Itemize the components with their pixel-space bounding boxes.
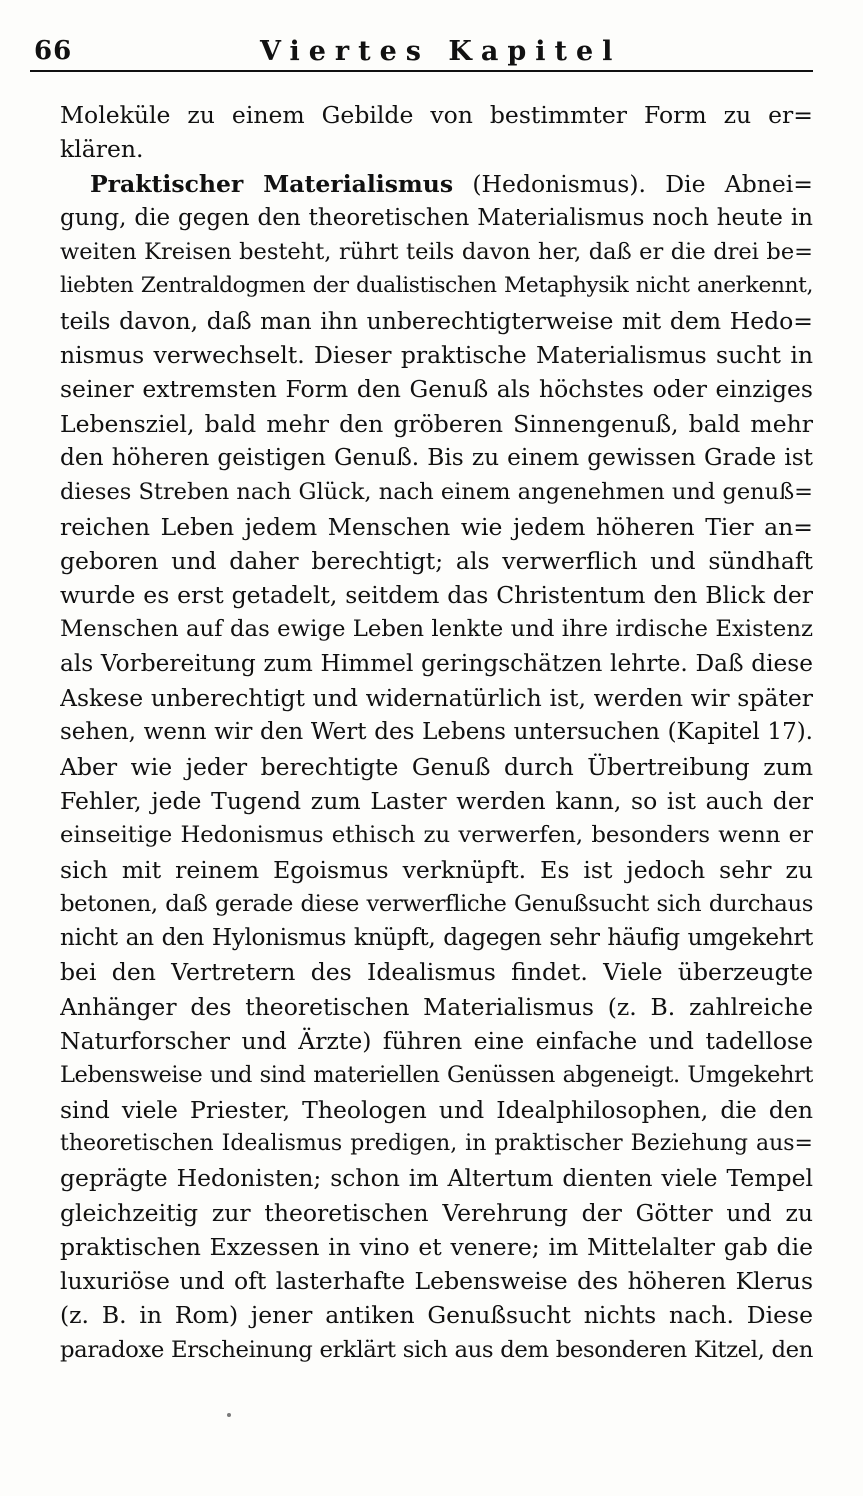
text-line: gleichzeitig zur theoretischen Verehrung der Götter und zu [60, 1198, 813, 1227]
text-line: Menschen auf das ewige Leben lenkte und ihre irdische Existenz [60, 616, 813, 643]
text-line: als Vorbereitung zum Himmel geringschätzen lehrte. Daß diese [60, 649, 813, 677]
section-heading: Praktischer Materialismus [90, 169, 454, 198]
running-title: Viertes Kapitel [260, 36, 622, 67]
text-line: liebten Zentraldogmen der dualistischen Metaphysik nicht anerkennt, [60, 273, 813, 299]
body-text [60, 98, 813, 1367]
text-line: Moleküle zu einem Gebilde von bestimmter Form zu er= [60, 101, 813, 129]
text-line: Lebensziel, bald mehr den gröberen Sinnengenuß, bald mehr [60, 409, 813, 438]
text-line: Naturforscher und Ärzte) führen eine einfache und tadellose [60, 1027, 813, 1056]
text-line: seiner extremsten Form den Genuß als höchstes oder einziges [60, 375, 813, 404]
text-line: den höheren geistigen Genuß. Bis zu einem gewissen Grade ist [60, 443, 813, 471]
text-line: nicht an den Hylonismus knüpft, dagegen sehr häufig umgekehrt [60, 924, 813, 952]
text-line: geboren und daher berechtigt; als verwerflich und sündhaft [60, 546, 813, 575]
text-line [60, 167, 813, 201]
text-line: gung, die gegen den theoretischen Materialismus noch heute in [60, 204, 813, 231]
text-line: wurde es erst getadelt, seitdem das Christentum den Blick der [60, 581, 813, 610]
text-line: betonen, daß gerade diese verwerfliche Genußsucht sich durchaus [60, 890, 813, 917]
text-line: sind viele Priester, Theologen und Idealphilosophen, die den [60, 1095, 813, 1124]
text-line: teils davon, daß man ihn unberechtigterweise mit dem Hedo= [60, 306, 813, 335]
text-line: Anhänger des theoretischen Materialismus (z. B. zahlreiche [60, 992, 813, 1021]
text-line: dieses Streben nach Glück, nach einem angenehmen und genuß= [60, 479, 813, 506]
text-line: weiten Kreisen besteht, rührt teils davon her, daß er die drei be= [60, 239, 813, 266]
text-line: klären. [60, 135, 144, 164]
text-line: paradoxe Erscheinung erklärt sich aus dem besonderen Kitzel, den [60, 1336, 813, 1363]
text-line: praktischen Exzessen in vino et venere; im Mittelalter gab die [60, 1232, 813, 1261]
text-line: sich mit reinem Egoismus verknüpft. Es ist jedoch sehr zu [60, 855, 813, 884]
page-header [30, 32, 813, 72]
text-line: theoretischen Idealismus predigen, in praktischer Beziehung aus= [60, 1130, 813, 1156]
print-speck [227, 1413, 231, 1417]
text-line: geprägte Hedonisten; schon im Altertum dienten viele Tempel [60, 1164, 813, 1193]
text-line: luxuriöse und oft lasterhafte Lebensweise des höheren Klerus [60, 1267, 813, 1296]
text-line: (z. B. in Rom) jener antiken Genußsucht nichts nach. Diese [60, 1301, 813, 1330]
text-line: einseitige Hedonismus ethisch zu verwerfen, besonders wenn er [60, 822, 813, 849]
text-line: reichen Leben jedem Menschen wie jedem höheren Tier an= [60, 512, 813, 541]
text-line: Lebensweise und sind materiellen Genüssen abgeneigt. Umgekehrt [60, 1062, 813, 1089]
page-number: 66 [34, 36, 73, 66]
header-rule [30, 70, 813, 72]
text-line-rest: (Hedonismus). Die Abnei= [453, 169, 813, 198]
text-line: bei den Vertretern des Idealismus findet. Viele überzeugte [60, 958, 813, 987]
text-line: nismus verwechselt. Dieser praktische Materialismus sucht in [60, 341, 813, 370]
text-line: Fehler, jede Tugend zum Laster werden kann, so ist auch der [60, 786, 813, 815]
text-line: sehen, wenn wir den Wert des Lebens untersuchen (Kapitel 17). [60, 719, 813, 746]
text-line: Aber wie jeder berechtigte Genuß durch Übertreibung zum [60, 752, 813, 781]
text-line: Askese unberechtigt und widernatürlich ist, werden wir später [60, 684, 813, 713]
